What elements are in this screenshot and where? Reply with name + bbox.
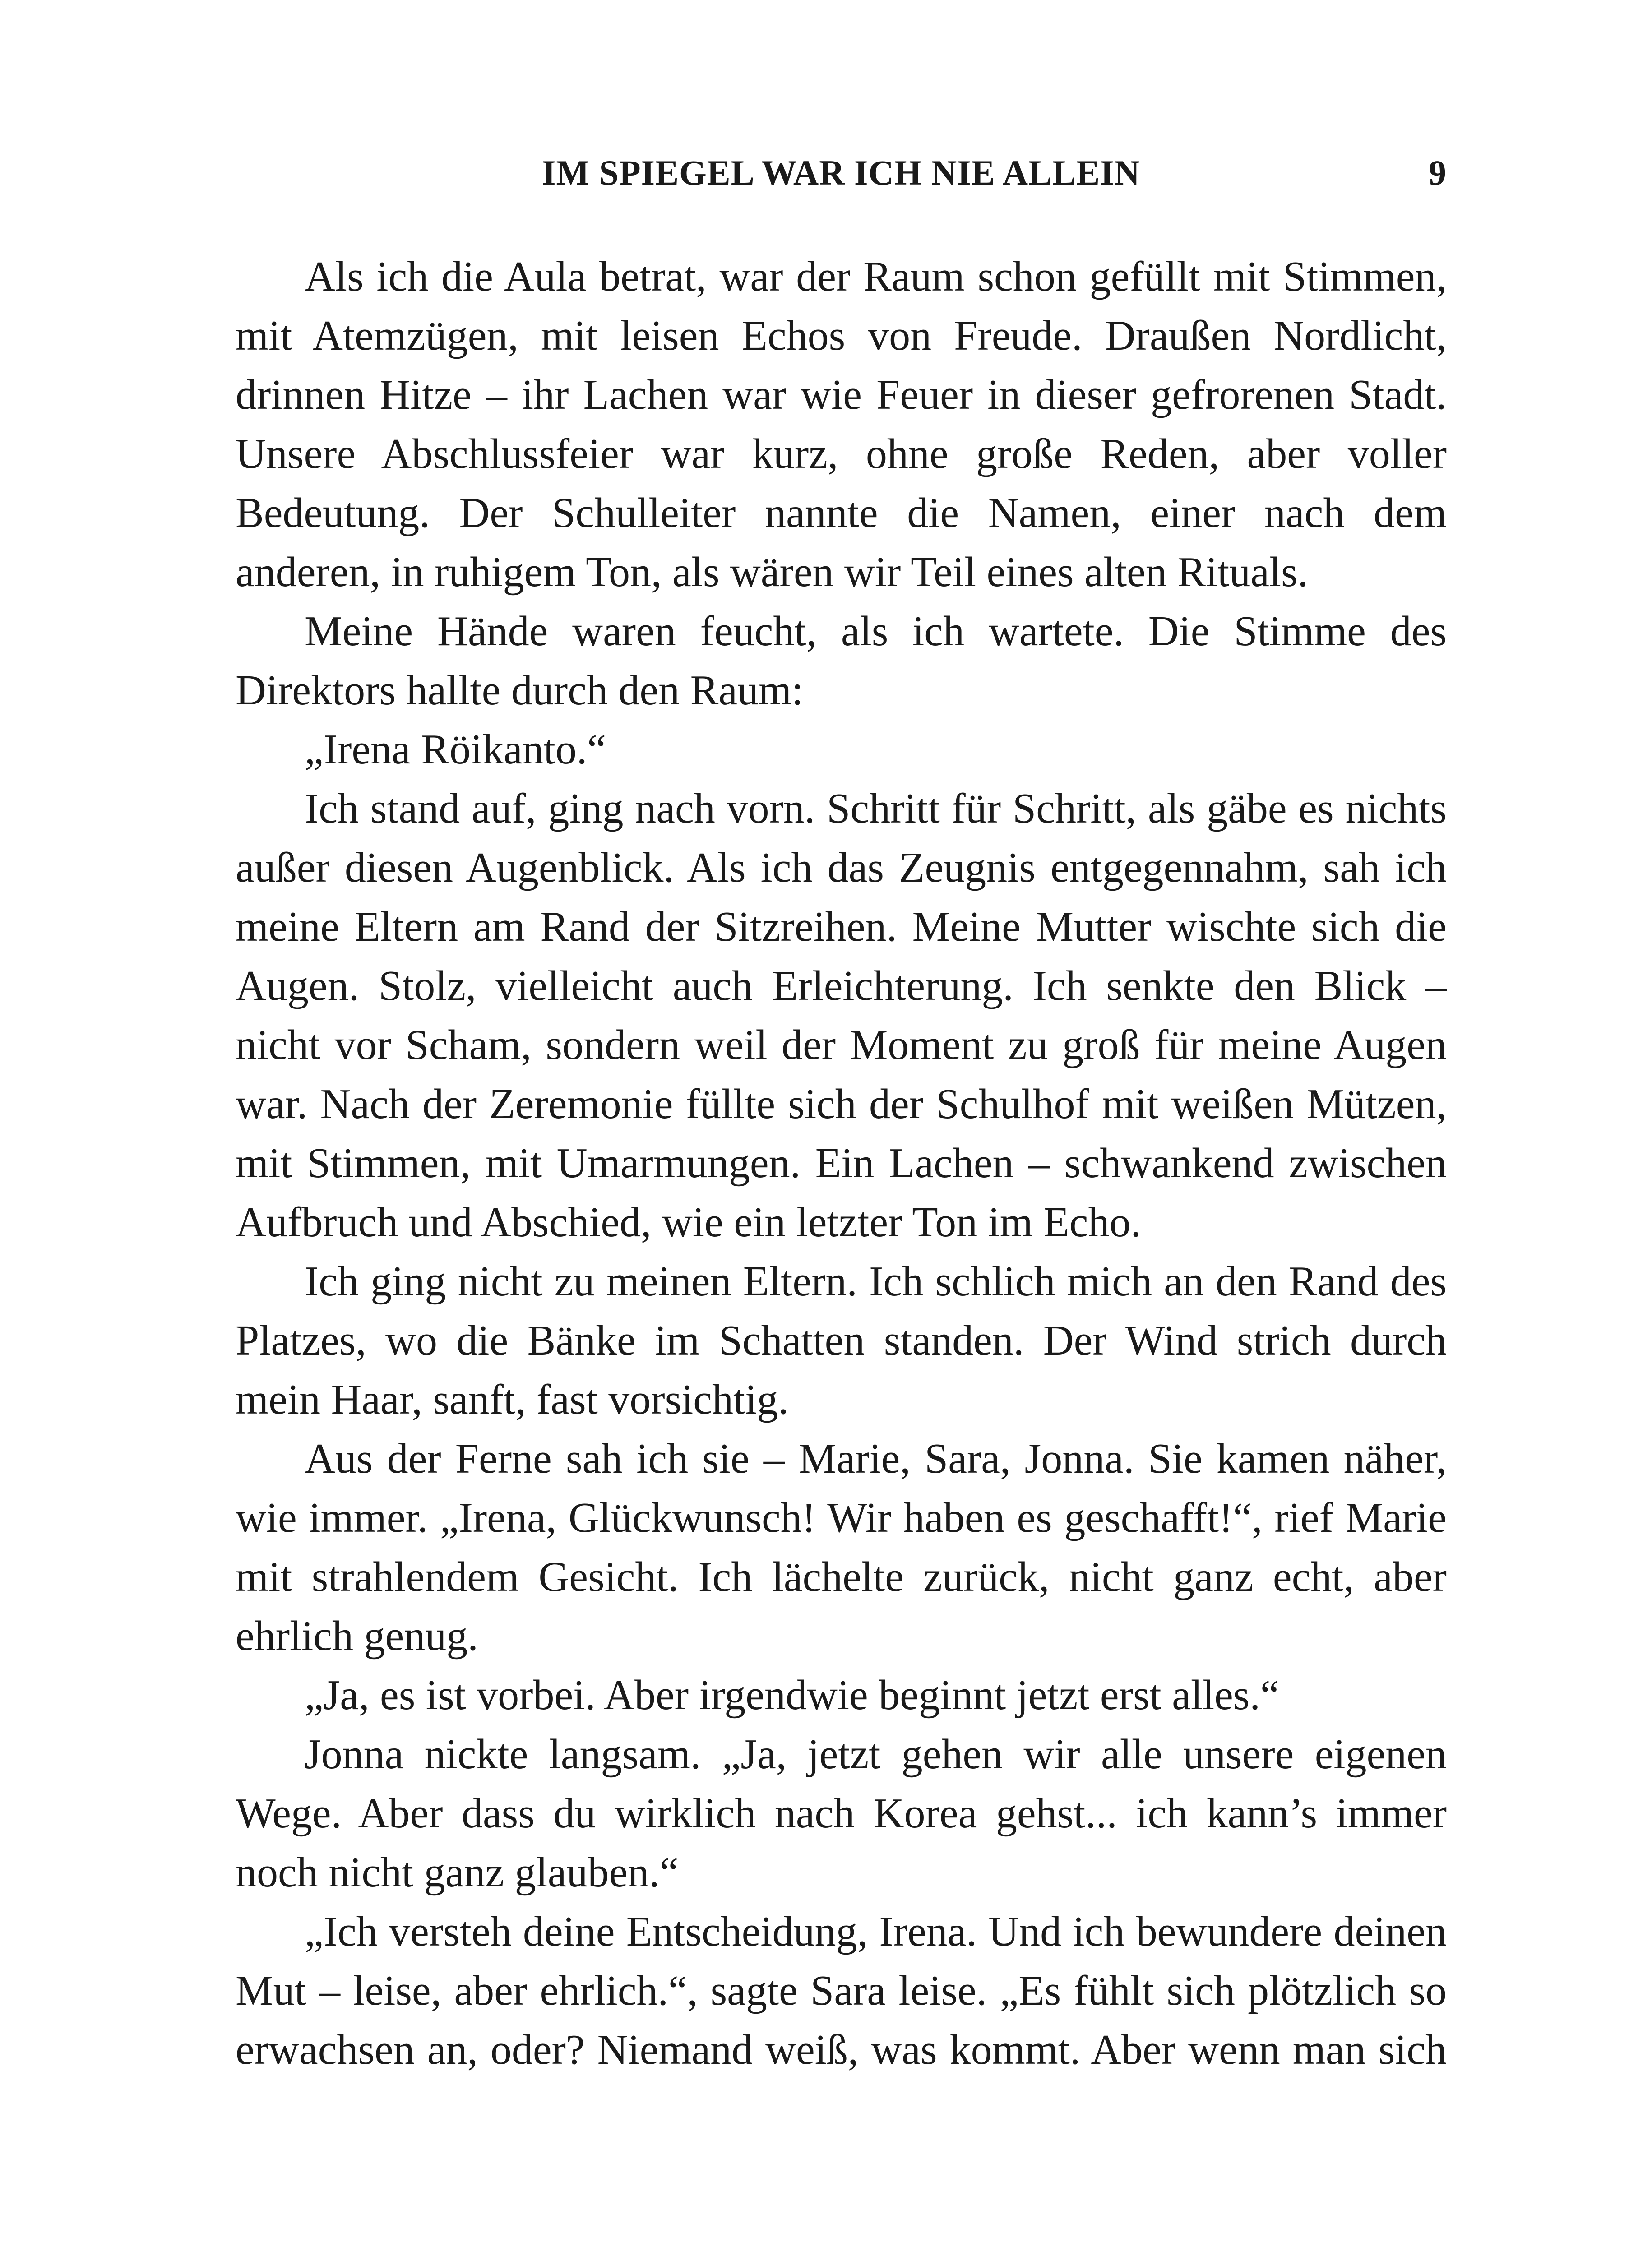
paragraph: Jonna nickte langsam. „Ja, jetzt gehen wir alle unsere eigenen Wege. Aber dass du wirklich nach Korea gehst... ich kann’s immer noch nicht ganz glauben.“ xyxy=(236,1731,1447,1896)
paragraph: „Irena Röikanto.“ xyxy=(305,726,606,773)
body-text xyxy=(236,247,1447,2080)
paragraph: „Ja, es ist vorbei. Aber irgendwie beginnt jetzt erst alles.“ xyxy=(305,1672,1279,1719)
running-header xyxy=(236,153,1447,202)
paragraph: Ich stand auf, ging nach vorn. Schritt für Schritt, als gäbe es nichts außer diesen Augenblick. Als ich das Zeugnis entgegennahm, sah ich meine Eltern am Rand der Sitzreihen. Meine Mutter wischte sich die Augen. Stolz, vielleicht auch Erleichterung. Ich senkte den Blick – nicht vor Scham, sondern weil der Moment zu groß für meine Augen war. Nach der Zeremonie füllte sich der Schulhof mit weißen Mützen, mit Stimmen, mit Umarmungen. Ein Lachen – schwankend zwischen Aufbruch und Abschied, wie ein letzter Ton im Echo. xyxy=(236,785,1447,1246)
paragraph: Meine Hände waren feucht, als ich wartete. Die Stimme des Direktors hallte durch den Raum: xyxy=(236,608,1447,714)
paragraph: Als ich die Aula betrat, war der Raum schon gefüllt mit Stimmen, mit Atemzügen, mit leisen Echos von Freude. Draußen Nordlicht, drinnen Hitze – ihr Lachen war wie Feuer in dieser gefrorenen Stadt. Unsere Abschlussfeier war kurz, ohne große Reden, aber voller Bedeutung. Der Schulleiter nannte die Namen, einer nach dem anderen, in ruhigem Ton, als wären wir Teil eines alten Rituals. xyxy=(236,253,1447,596)
paragraph: „Ich versteh deine Entscheidung, Irena. Und ich bewundere deinen Mut – leise, aber ehrlich.“, sagte Sara leise. „Es fühlt sich plötzlich so erwachsen an, oder? Niemand weiß, was kommt. Aber wenn man sich xyxy=(236,1908,1447,2073)
book-title: IM SPIEGEL WAR ICH NIE ALLEIN xyxy=(542,153,1140,192)
page-number: 9 xyxy=(1429,153,1447,192)
paragraph: Aus der Ferne sah ich sie – Marie, Sara, Jonna. Sie kamen näher, wie immer. „Irena, Glückwunsch! Wir haben es geschafft!“, rief Marie mit strahlendem Gesicht. Ich lächelte zurück, nicht ganz echt, aber ehrlich genug. xyxy=(236,1435,1447,1660)
paragraph: Ich ging nicht zu meinen Eltern. Ich schlich mich an den Rand des Platzes, wo die Bänke im Schatten standen. Der Wind strich durch mein Haar, sanft, fast vorsichtig. xyxy=(236,1258,1447,1423)
